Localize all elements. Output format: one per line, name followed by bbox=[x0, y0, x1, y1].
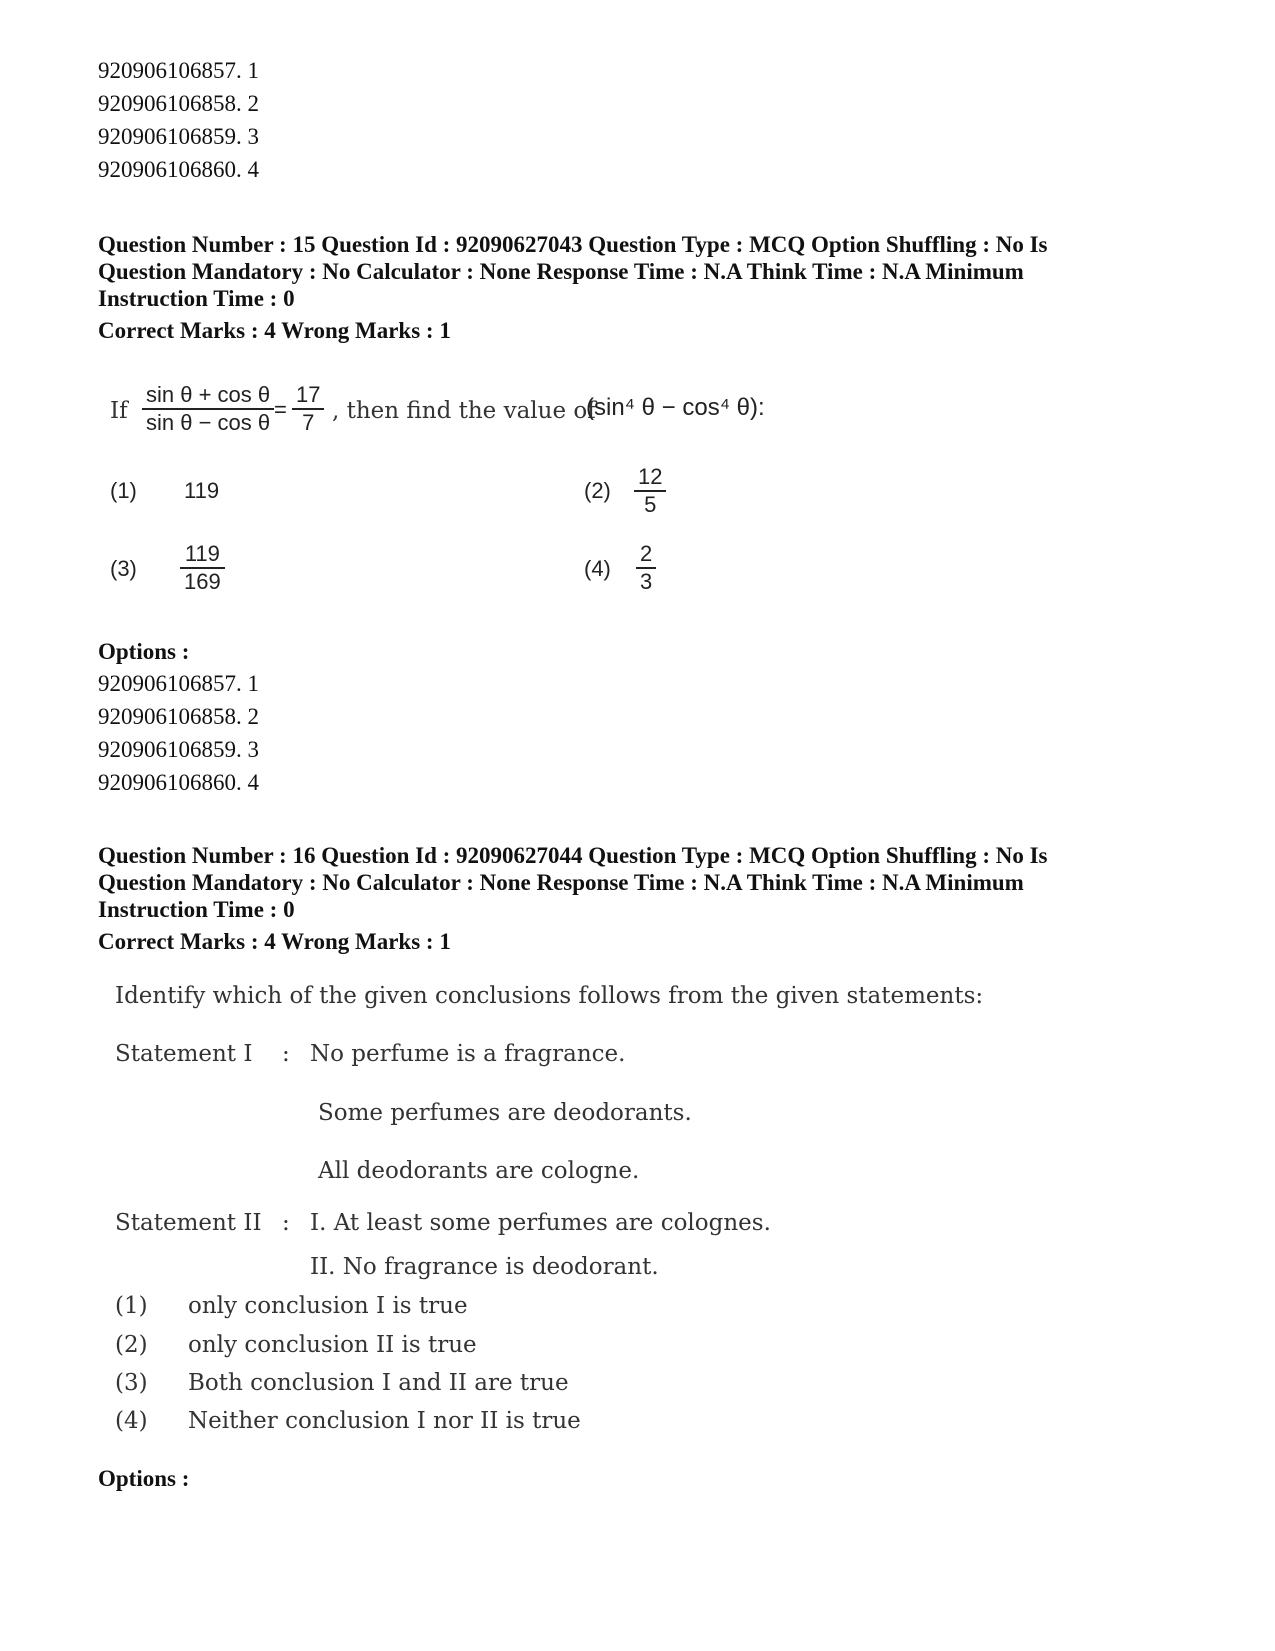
q15-stem-den: sin θ − cos θ bbox=[146, 410, 271, 435]
q16-marks: Correct Marks : 4 Wrong Marks : 1 bbox=[98, 929, 451, 954]
q15-choice-1-value: 119 bbox=[184, 478, 220, 503]
q15-choice-4-label: (4) bbox=[584, 556, 611, 581]
q15-choice-4-num: 2 bbox=[640, 541, 653, 566]
q15-option-3: 920906106859. 3 bbox=[98, 737, 259, 762]
q16-choice-2-label: (2) bbox=[115, 1332, 148, 1358]
q15-choice-4-value bbox=[636, 541, 656, 595]
q15-options-label: Options : bbox=[98, 639, 190, 664]
q16-statement1-line1: No perfume is a fragrance. bbox=[310, 1041, 626, 1067]
q15-choice-1-label: (1) bbox=[110, 478, 137, 503]
q16-statement1-line3: All deodorants are cologne. bbox=[318, 1158, 640, 1184]
top-option-3: 920906106859. 3 bbox=[98, 124, 259, 149]
top-option-2: 920906106858. 2 bbox=[98, 91, 259, 116]
q16-statement2-line1: I. At least some perfumes are colognes. bbox=[310, 1210, 771, 1236]
q15-header-line3: Instruction Time : 0 bbox=[98, 286, 295, 311]
q16-stem: Identify which of the given conclusions follows from the given statements: bbox=[115, 983, 984, 1009]
q15-marks: Correct Marks : 4 Wrong Marks : 1 bbox=[98, 318, 451, 343]
top-option-4: 920906106860. 4 bbox=[98, 157, 259, 182]
q16-choice-3-text: Both conclusion I and II are true bbox=[188, 1370, 569, 1396]
q16-choice-4-text: Neither conclusion I nor II is true bbox=[188, 1408, 581, 1434]
q16-header-line1: Question Number : 16 Question Id : 92090627044 Question Type : MCQ Option Shuffling : No Is bbox=[98, 843, 1048, 868]
q15-choice-2-num: 12 bbox=[638, 464, 663, 489]
q15-stem-rhs-den: 7 bbox=[302, 410, 315, 435]
q16-statement2-label: Statement II bbox=[115, 1210, 262, 1236]
q16-choice-1-text: only conclusion I is true bbox=[188, 1293, 468, 1319]
q15-choice-2-label: (2) bbox=[584, 478, 611, 503]
q15-header-line1: Question Number : 15 Question Id : 92090627043 Question Type : MCQ Option Shuffling : No Is bbox=[98, 232, 1048, 257]
q15-choice-2-value bbox=[634, 464, 666, 518]
q16-header-line2: Question Mandatory : No Calculator : None Response Time : N.A Think Time : N.A Minimum bbox=[98, 870, 1024, 895]
q16-choice-2-text: only conclusion II is true bbox=[188, 1332, 477, 1358]
q15-header-line2: Question Mandatory : No Calculator : None Response Time : N.A Think Time : N.A Minimum bbox=[98, 259, 1024, 284]
q16-statement2-line2: II. No fragrance is deodorant. bbox=[310, 1254, 659, 1280]
q16-options-label: Options : bbox=[98, 1466, 190, 1491]
top-option-1: 920906106857. 1 bbox=[98, 58, 259, 83]
q15-stem-num: sin θ + cos θ bbox=[146, 382, 271, 407]
q15-stem-then: , then find the value of bbox=[332, 398, 596, 424]
q15-stem-if: If bbox=[110, 398, 128, 424]
q15-choice-3-num: 119 bbox=[184, 541, 220, 566]
q15-choice-3-value bbox=[180, 541, 225, 595]
q15-choice-2-den: 5 bbox=[644, 492, 657, 517]
q16-choice-1-label: (1) bbox=[115, 1293, 148, 1319]
q15-stem-rhs bbox=[292, 382, 324, 436]
q15-choice-4-den: 3 bbox=[640, 569, 653, 594]
q15-stem-expr: (sin⁴ θ − cos⁴ θ): bbox=[586, 394, 765, 421]
q16-statement1-label: Statement I bbox=[115, 1041, 253, 1067]
q16-statement1-line2: Some perfumes are deodorants. bbox=[318, 1100, 692, 1126]
q15-stem-fraction bbox=[142, 382, 274, 436]
q16-statement1-colon: : bbox=[282, 1041, 290, 1067]
q15-option-1: 920906106857. 1 bbox=[98, 671, 259, 696]
q15-choice-3-den: 169 bbox=[184, 569, 221, 594]
q16-choice-3-label: (3) bbox=[115, 1370, 148, 1396]
q16-statement2-colon: : bbox=[282, 1210, 290, 1236]
q15-option-2: 920906106858. 2 bbox=[98, 704, 259, 729]
q16-choice-4-label: (4) bbox=[115, 1408, 148, 1434]
q15-option-4: 920906106860. 4 bbox=[98, 770, 259, 795]
q15-stem-equals: = bbox=[274, 397, 287, 422]
q15-choice-3-label: (3) bbox=[110, 556, 137, 581]
q16-header-line3: Instruction Time : 0 bbox=[98, 897, 295, 922]
q15-stem-rhs-num: 17 bbox=[296, 382, 321, 407]
